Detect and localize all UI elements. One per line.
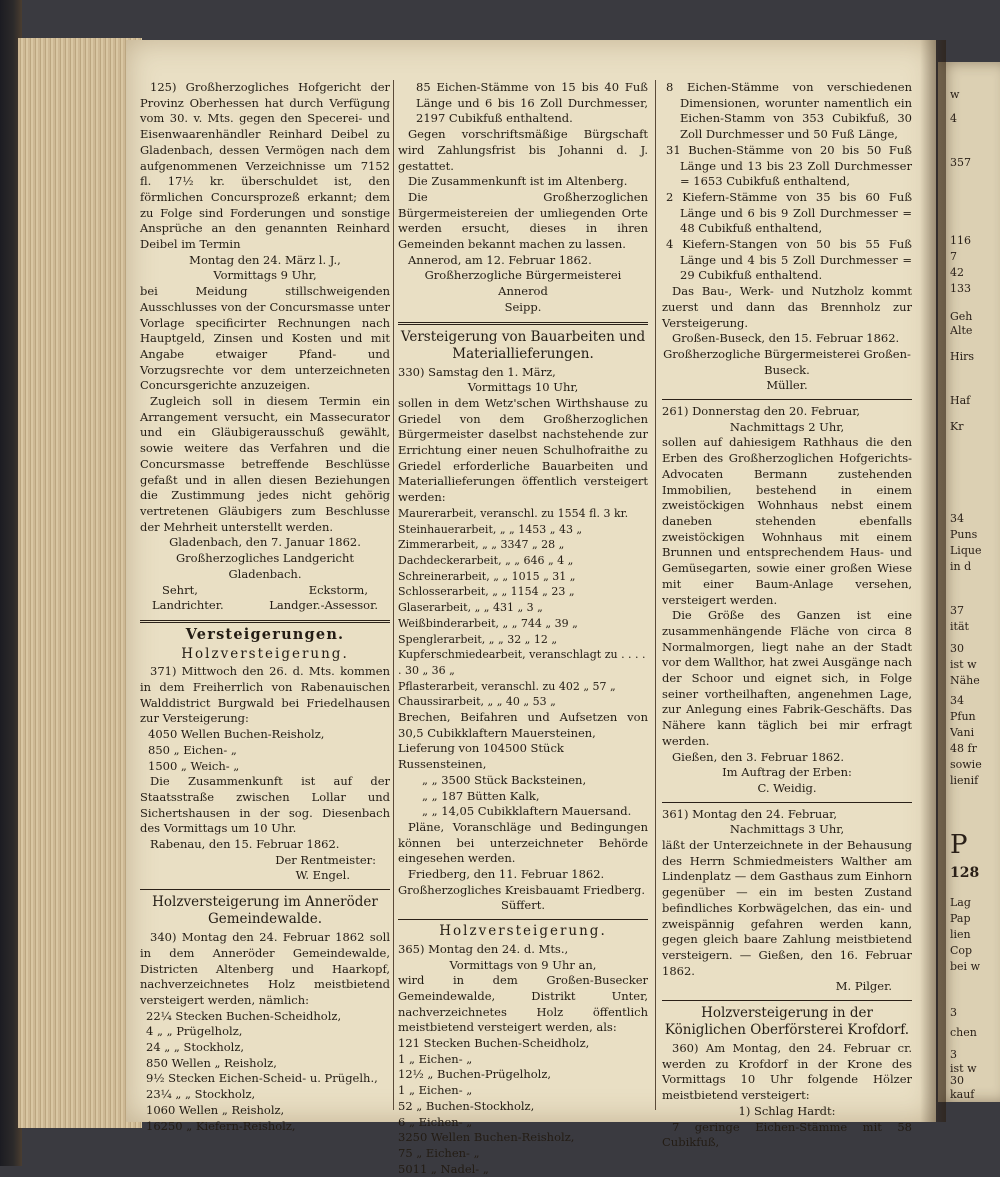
list-item: 1 „ Eichen- „ (398, 1051, 473, 1066)
signature-office: Großherzogliche Bürgermeisterei Großen-Buseck. (663, 346, 911, 377)
section-rule (662, 1000, 912, 1001)
paragraph: Brechen, Beifahren und Aufsetzen von 30,5 Cubikklaftern Mauersteinen, (398, 710, 648, 740)
list-item: 121 Stecken Buchen-Scheidholz, (398, 1036, 590, 1051)
work-item: Kupferschmiedearbeit, veranschlagt zu . . . . . 30 „ 36 „ (398, 648, 646, 677)
notice-361: läßt der Unterzeichnete in der Behausung des Herrn Schmiedmeisters Walther am Lindenplatz — dem Gasthaus zum Einhorn gegenüber — ein im besten Zustand befindliches Korbwägelchen, das ein- und zweispännig gefahren werden kann, gegen gleich baare Zahlung meistbietend versteigern. — Gießen, den 16. Februar 1862. (662, 838, 912, 978)
work-item: Schreinerarbeit, „ „ 1015 „ 31 „ (398, 569, 576, 583)
signature-name: Sehrt, (162, 582, 198, 597)
text-fragment: Puns (950, 528, 978, 541)
list-item: 850 „ Eichen- „ (148, 742, 237, 757)
text-fragment: ist w (950, 1062, 977, 1075)
work-item: Pflasterarbeit, veranschl. zu 402 „ 57 „ (398, 679, 616, 693)
text-fragment: Geh (950, 310, 973, 323)
section-rule (662, 802, 912, 803)
supply-item: „ „ 3500 Stück Backsteinen, (422, 772, 587, 787)
text-fragment: bei w (950, 960, 980, 973)
signature-name: Süffert. (500, 898, 546, 913)
text-fragment: 34 (950, 512, 964, 525)
notice-261-time: Nachmittags 2 Uhr, (729, 419, 845, 434)
column-1 (140, 80, 390, 1134)
termin-date: Montag den 24. März l. J., (189, 252, 341, 267)
list-item: 16250 „ Kiefern-Reisholz, (146, 1118, 296, 1133)
column-divider (393, 80, 394, 1110)
list-item: 22¼ Stecken Buchen-Scheidholz, (146, 1008, 342, 1023)
notice-261: sollen auf dahiesigem Rathhaus die den Erben des Großherzoglichen Hofgerichts-Advocaten Bermann zustehenden Immobilien, bestehend in einem zweistöckigen Wohnhaus nebst einem daneben stehenden ebenfalls zweistöckigen Wohnhaus mit einem Brunnen und entsprechendem Haus- und Gemüsegarten, sowie einer großen Wiese mit einer Baum-Anlage versehen, versteigert werden. (662, 435, 912, 607)
column-divider (655, 80, 656, 1110)
list-item: 4 Kiefern-Stangen von 50 bis 55 Fuß Länge und 4 bis 5 Zoll Durchmesser = 29 Cubikfuß enthaltend. (666, 237, 912, 283)
notice-360: 360) Am Montag, den 24. Februar cr. werden zu Krofdorf in der Krone des Vormittags 10 Uhr folgende Hölzer meistbietend versteigert: (662, 1041, 912, 1103)
text-fragment: ist w (950, 658, 977, 671)
text-fragment: Hirs (950, 350, 975, 363)
section-heading: Holzversteigerung. (439, 923, 607, 940)
text-fragment: ität (950, 620, 969, 633)
paragraph: Zugleich soll in diesem Termin ein Arrangement versucht, ein Massecurator und ein Gläubigerausschuß gewählt, sowie weitere das Verfahren und die Concursmasse betreffende Beschlüsse gefaßt und in allen diesen Beziehungen die Zustimmung jedes nicht gehörig vertretenen Gläubigers zum Beschlusse der Mehrheit unterstellt werden. (140, 394, 390, 534)
text-fragment: sowie (950, 758, 982, 771)
column-3 (662, 80, 912, 1151)
text-fragment: 37 (950, 604, 964, 617)
supply-item: Lieferung von 104500 Stück Russensteinen, (398, 741, 564, 772)
dateline: Gladenbach, den 7. Januar 1862. (169, 535, 361, 550)
signature-name: W. Engel. (295, 868, 350, 883)
section-heading: Versteigerungen. (185, 625, 345, 643)
section-heading: Versteigerung von Bauarbeiten und Materiallieferungen. (400, 328, 646, 362)
text-fragment: 133 (950, 282, 971, 295)
page-edges (18, 38, 142, 1128)
list-item: 24 „ „ Stockholz, (146, 1040, 245, 1055)
text-fragment: 48 fr (950, 742, 977, 755)
list-item: 85 Eichen-Stämme von 15 bis 40 Fuß Länge und 6 bis 16 Zoll Durchmesser, 2197 Cubikfuß enthaltend. (416, 80, 648, 126)
signature-title: Der Rentmeister: (275, 852, 376, 867)
subheading: 1) Schlag Hardt: (738, 1103, 836, 1118)
work-item: Glaserarbeit, „ „ 431 „ 3 „ (398, 601, 543, 615)
notice-361-time: Nachmittags 3 Uhr, (729, 822, 845, 837)
list-item: 2 Kiefern-Stämme von 35 bis 60 Fuß Länge und 6 bis 9 Zoll Durchmesser = 48 Cubikfuß enthaltend, (666, 189, 912, 236)
paragraph: Die Größe des Ganzen ist eine zusammenhängende Fläche von circa 8 Normalmorgen, liegt nahe an der Stadt vor dem Wallthor, hat zwei Ausgänge nach der Schoor und eignet sich, in Folge seiner vortheilhaften, angenehmen Lage, zur Anlegung eines Fabrik-Geschäfts. Das Nähere kann täglich bei mir erfragt werden. (662, 608, 912, 748)
list-item: 4050 Wellen Buchen-Reisholz, (148, 727, 325, 742)
text-fragment: 30 (950, 642, 964, 655)
text-fragment: lien (950, 928, 971, 941)
list-item: 1500 „ Weich- „ (148, 758, 240, 773)
paragraph: Das Bau-, Werk- und Nutzholz kommt zuerst und dann das Brennholz zur Versteigerung. (662, 284, 912, 330)
signature-name: Eckstorm, (308, 582, 368, 597)
paragraph: Die Großherzoglichen Bürgermeistereien der umliegenden Orte werden ersucht, dieses in ihren Gemeinden bekannt machen zu lassen. (398, 189, 648, 252)
list-item: 8 Eichen-Stämme von verschiedenen Dimensionen, worunter namentlich ein Eichen-Stamm von 353 Cubikfuß, 30 Zoll Durchmesser und 50 Fuß Länge, (666, 80, 912, 142)
list-item: 52 „ Buchen-Stockholz, (398, 1098, 535, 1113)
paragraph: Pläne, Voranschläge und Bedingungen können bei unterzeichneter Behörde eingesehen werden. (398, 819, 648, 866)
section-rule (662, 399, 912, 400)
dateline: Rabenau, den 15. Februar 1862. (150, 837, 340, 852)
list-item: 1060 Wellen „ Reisholz, (146, 1102, 285, 1117)
work-item: Chaussirarbeit, „ „ 40 „ 53 „ (398, 695, 556, 709)
notice-365: wird in dem Großen-Busecker Gemeindewalde, Distrikt Unter, nachverzeichnetes Holz öffentlich meistbietend versteigert werden, als: (398, 973, 648, 1035)
signature-title: Landrichter. (152, 598, 224, 613)
text-fragment: 30 (950, 1074, 964, 1087)
paragraph: Die Zusammenkunft ist auf der Staatsstraße zwischen Lollar und Sichertshausen in der sog. Diesenbach des Vormittags um 10 Uhr. (140, 774, 390, 836)
list-item: 31 Buchen-Stämme von 20 bis 50 Fuß Länge und 13 bis 23 Zoll Durchmesser = 1653 Cubikfuß enthaltend, (666, 142, 912, 189)
text-fragment: Pfun (950, 710, 976, 723)
work-item: Maurerarbeit, veranschl. zu 1554 fl. 3 kr. (398, 506, 629, 520)
list-item: 9½ Stecken Eichen-Scheid- u. Prügelh., (146, 1071, 378, 1086)
text-fragment: 357 (950, 156, 971, 169)
paragraph: Die Zusammenkunft ist im Altenberg. (408, 174, 628, 189)
list-item: 3250 Wellen Buchen-Reisholz, (398, 1130, 575, 1145)
text-fragment: 34 (950, 694, 964, 707)
section-heading: Holzversteigerung im Anneröder Gemeindewalde. (152, 894, 378, 928)
text-fragment: 3 (950, 1048, 957, 1061)
dateline: Großen-Buseck, den 15. Februar 1862. (672, 331, 900, 346)
text-fragment: w (950, 88, 960, 101)
termin-time: Vormittags 9 Uhr, (213, 268, 317, 283)
list-item: 6 „ Eichen- „ (398, 1114, 473, 1129)
section-rule (398, 322, 648, 325)
text-fragment: Vani (950, 726, 975, 739)
notice-365-date: 365) Montag den 24. d. Mts., (398, 941, 569, 956)
work-item: Spenglerarbeit, „ „ 32 „ 12 „ (398, 632, 558, 646)
notice-330-date: 330) Samstag den 1. März, (398, 364, 556, 379)
work-item: Schlosserarbeit, „ „ 1154 „ 23 „ (398, 585, 575, 599)
list-item: 7 geringe Eichen-Stämme mit 58 Cubikfuß, (662, 1119, 912, 1150)
list-item: 12½ „ Buchen-Prügelholz, (398, 1067, 552, 1082)
text-fragment: Cop (950, 944, 973, 957)
text-fragment: 4 (950, 112, 957, 125)
notice-330-time: Vormittags 10 Uhr, (467, 380, 579, 395)
text-fragment: Lique (950, 544, 982, 557)
text-fragment: chen (950, 1026, 977, 1039)
notice-361-date: 361) Montag den 24. Februar, (662, 806, 838, 821)
text-fragment: P (950, 830, 968, 860)
text-fragment: Kr (950, 420, 964, 433)
list-item: 1 „ Eichen- „ (398, 1083, 473, 1098)
signature-name: C. Weidig. (757, 780, 817, 795)
signature-office: Großherzogliches Landgericht Gladenbach. (176, 551, 354, 581)
paragraph: Gegen vorschriftsmäßige Bürgschaft wird Zahlungsfrist bis Johanni d. J. gestattet. (398, 127, 648, 173)
signature-name: Müller. (766, 378, 808, 393)
notice-125: 125) Großherzogliches Hofgericht der Provinz Oberhessen hat durch Verfügung vom 30. v. Mts. gegen den Specerei- und Eisenwaarenhändler Reinhard Deibel zu Gladenbach, dessen Vermögen nach dem aufgenommenen Verzeichnisse um 7152 fl. 17½ kr. überschuldet ist, den förmlichen Concursprozeß erkannt; dem zu Folge sind Forderungen und sonstige Ansprüche an den genannten Reinhard Deibel im Termin (140, 80, 390, 252)
text-fragment: Lag (950, 896, 971, 909)
text-fragment: Pap (950, 912, 971, 925)
text-fragment: lienif (950, 774, 979, 787)
text-fragment: 42 (950, 266, 964, 279)
notice-330: sollen in dem Wetz'schen Wirthshause zu Griedel von dem Großherzoglichen Bürgermeister daselbst nachstehende zur Errichtung einer neuen Schulhofraithe zu Griedel erforderliche Bauarbeiten und Materiallieferungen öffentlich versteigert werden: (398, 395, 648, 505)
text-fragment: Nähe (950, 674, 980, 687)
notice-340: 340) Montag den 24. Februar 1862 soll in dem Anneröder Gemeindewalde, Districten Altenberg und Haarkopf, nachverzeichnetes Holz meistbietend versteigert werden, nämlich: (140, 930, 390, 1007)
list-item: 850 Wellen „ Reisholz, (146, 1055, 277, 1070)
signature-title: Landger.-Assessor. (269, 598, 378, 613)
work-item: Weißbinderarbeit, „ „ 744 „ 39 „ (398, 616, 578, 630)
list-item: 4 „ „ Prügelholz, (146, 1024, 243, 1039)
work-item: Zimmerarbeit, „ „ 3347 „ 28 „ (398, 538, 565, 552)
supply-item: „ „ 14,05 Cubikklaftern Mauersand. (422, 804, 632, 819)
signature-title: Im Auftrag der Erben: (722, 765, 852, 780)
text-fragment: in d (950, 560, 972, 573)
section-heading: Holzversteigerung in der Königlichen Oberförsterei Krofdorf. (664, 1005, 910, 1039)
dateline: Annerod, am 12. Februar 1862. (408, 252, 592, 267)
supply-item: „ „ 187 Bütten Kalk, (422, 788, 540, 803)
text-fragment: Haf (950, 394, 971, 407)
list-item: 75 „ Eichen- „ (398, 1146, 480, 1160)
text-fragment: kauf (950, 1088, 975, 1101)
notice-371: 371) Mittwoch den 26. d. Mts. kommen in dem Freiherrlich von Rabenauischen Walddistrict Burgwald bei Friedelhausen zur Versteigerung: (140, 664, 390, 726)
signature-office: Großherzogliches Kreisbauamt Friedberg. (398, 882, 646, 897)
section-rule (398, 919, 648, 920)
list-item: 5011 „ Nadel- „ (398, 1161, 489, 1176)
paragraph: bei Meidung stillschweigenden Ausschlusses von der Concursmasse unter Vorlage specificirter Rechnungen nach Hauptgeld, Zinsen und Kosten und mit Angabe etwaiger Pfand- und Vorzugsrechte vor dem unterzeichneten Concursgerichte anzuzeigen. (140, 284, 390, 393)
section-rule (140, 889, 390, 890)
section-rule (140, 620, 390, 623)
text-fragment: 128 (950, 866, 980, 880)
book-gutter (920, 40, 946, 1122)
signature-name: M. Pilger. (835, 979, 892, 994)
work-item: Dachdeckerarbeit, „ „ 646 „ 4 „ (398, 553, 574, 567)
work-item: Steinhauerarbeit, „ „ 1453 „ 43 „ (398, 522, 583, 536)
signature-office: Großherzogliche Bürgermeisterei Annerod (424, 268, 622, 299)
list-item: 23¼ „ „ Stockholz, (146, 1087, 256, 1102)
text-fragment: 3 (950, 1006, 957, 1019)
text-fragment: 7 (950, 250, 957, 263)
column-2 (398, 80, 648, 1177)
subsection-heading: Holzversteigerung. (181, 645, 349, 662)
text-fragment: 116 (950, 234, 971, 247)
text-fragment: Alte (950, 324, 973, 337)
dateline: Friedberg, den 11. Februar 1862. (408, 867, 605, 882)
notice-261-date: 261) Donnerstag den 20. Februar, (662, 404, 861, 419)
dateline: Gießen, den 3. Februar 1862. (672, 749, 845, 764)
signature-name: Seipp. (504, 299, 542, 314)
notice-365-time: Vormittags von 9 Uhr an, (449, 957, 597, 972)
